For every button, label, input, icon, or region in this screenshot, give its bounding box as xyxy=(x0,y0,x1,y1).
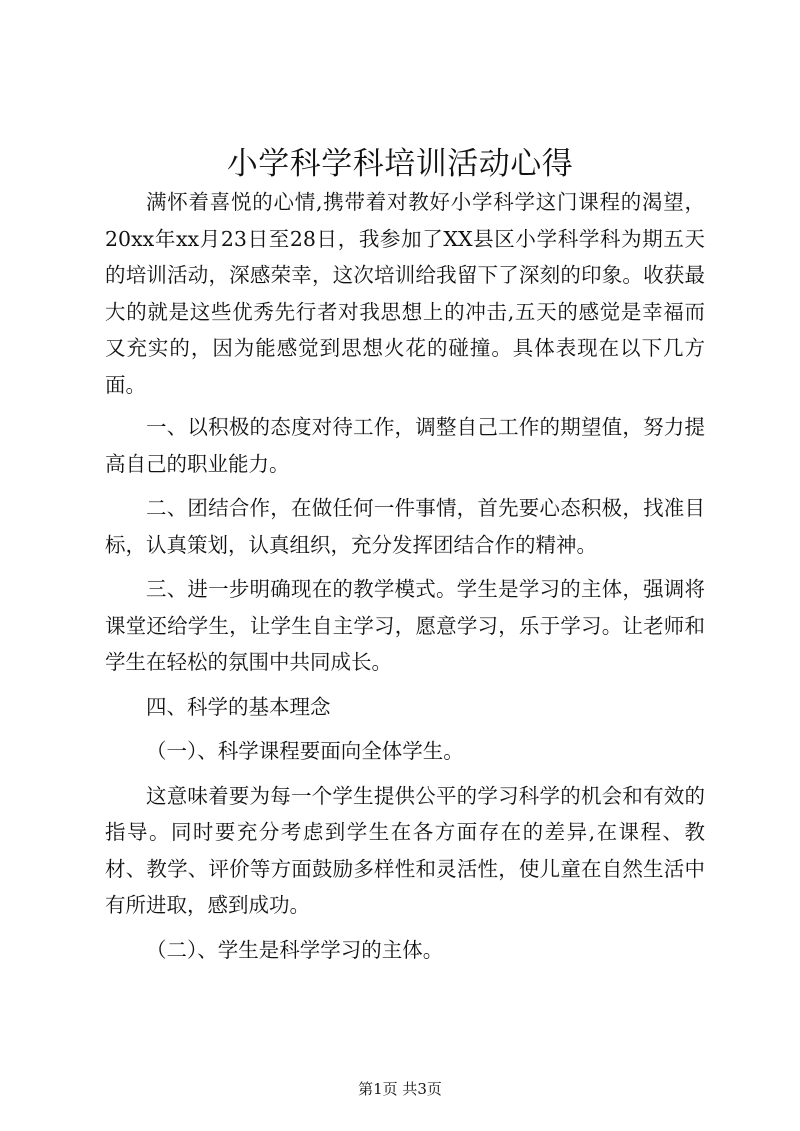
paragraph-intro: 满怀着喜悦的心情,携带着对教好小学科学这门课程的渴望，20xx年xx月23日至28日，我参加了XX县区小学科学科为期五天的培训活动，深感荣幸，这次培训给我留下了深刻的印象。收获最大的就是这些优秀先行者对我思想上的冲击,五天的感觉是幸福而又充实的，因为能感觉到思想火花的碰撞。具体表现在以下几方面。 xyxy=(105,190,705,397)
paragraph-point-3: 三、进一步明确现在的教学模式。学生是学习的主体，强调将课堂还给学生，让学生自主学习，愿意学习，乐于学习。让老师和学生在轻松的氛围中共同成长。 xyxy=(105,577,705,674)
paragraph-explanation: 这意味着要为每一个学生提供公平的学习科学的机会和有效的指导。同时要充分考虑到学生在各方面存在的差异,在课程、教材、教学、评价等方面鼓励多样性和灵活性，使儿童在自然生活中有所进取，感到成功。 xyxy=(105,783,705,917)
page-number: 第1页 共3页 xyxy=(358,1080,442,1098)
paragraph-point-1: 一、以积极的态度对待工作，调整自己工作的期望值，努力提高自己的职业能力。 xyxy=(105,415,705,476)
section-heading-4: 四、科学的基本理念 xyxy=(146,694,331,719)
subheading-1: （一）、科学课程要面向全体学生。 xyxy=(146,739,464,763)
subheading-2: （二）、学生是科学学习的主体。 xyxy=(146,937,444,962)
document-body xyxy=(105,184,705,976)
document-title: 小学科学科培训活动心得 xyxy=(226,146,574,182)
paragraph-point-2: 二、团结合作，在做任何一件事情，首先要心态积极，找准目标，认真策划，认真组织，充分发挥团结合作的精神。 xyxy=(105,496,705,557)
